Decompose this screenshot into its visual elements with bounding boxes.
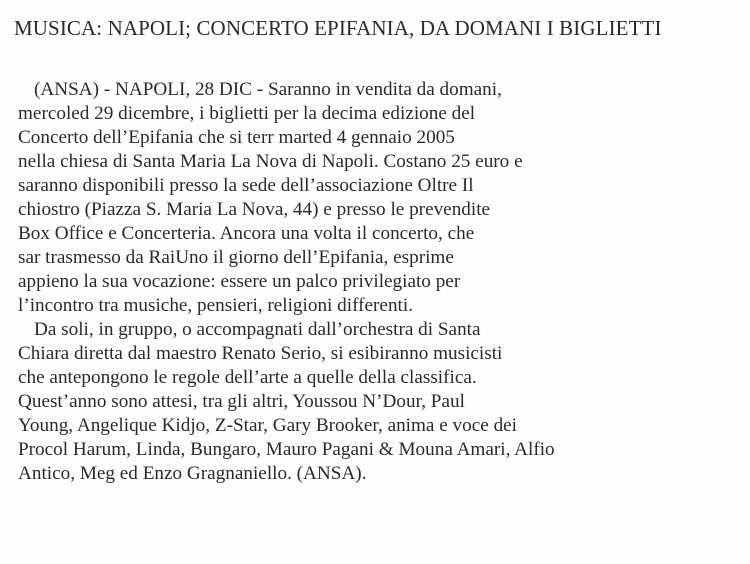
body-line: nella chiesa di Santa Maria La Nova di Napoli. Costano 25 euro e bbox=[18, 151, 523, 172]
body-line: Quest’anno sono attesi, tra gli altri, Youssou N’Dour, Paul bbox=[18, 391, 465, 412]
body-line: Young, Angelique Kidjo, Z-Star, Gary Brooker, anima e voce dei bbox=[18, 415, 518, 436]
body-line: (ANSA) - NAPOLI, 28 DIC - Saranno in vendita da domani, bbox=[34, 79, 502, 100]
body-line: mercoled 29 dicembre, i biglietti per la decima edizione del bbox=[18, 103, 476, 124]
headline: MUSICA: NAPOLI; CONCERTO EPIFANIA, DA DOMANI I BIGLIETTI bbox=[14, 16, 662, 40]
body-line: l’incontro tra musiche, pensieri, religioni differenti. bbox=[18, 295, 414, 316]
body-line: chiostro (Piazza S. Maria La Nova, 44) e presso le prevendite bbox=[18, 199, 491, 220]
body-line: sar trasmesso da RaiUno il giorno dell’Epifania, esprime bbox=[18, 247, 454, 268]
body-line: appieno la sua vocazione: essere un palco privilegiato per bbox=[18, 271, 461, 292]
body-line: che antepongono le regole dell’arte a quelle della classifica. bbox=[18, 367, 477, 388]
body-line: Antico, Meg ed Enzo Gragnaniello. (ANSA). bbox=[18, 463, 367, 484]
body-line: Chiara diretta dal maestro Renato Serio, si esibiranno musicisti bbox=[18, 343, 503, 364]
body-line: saranno disponibili presso la sede dell’associazione Oltre Il bbox=[18, 175, 474, 196]
body-line: Concerto dell’Epifania che si terr marted 4 gennaio 2005 bbox=[18, 127, 455, 148]
body-line: Da soli, in gruppo, o accompagnati dall’orchestra di Santa bbox=[34, 319, 481, 340]
body-line: Procol Harum, Linda, Bungaro, Mauro Pagani & Mouna Amari, Alfio bbox=[18, 439, 555, 460]
body-line: Box Office e Concerteria. Ancora una volta il concerto, che bbox=[18, 223, 475, 244]
